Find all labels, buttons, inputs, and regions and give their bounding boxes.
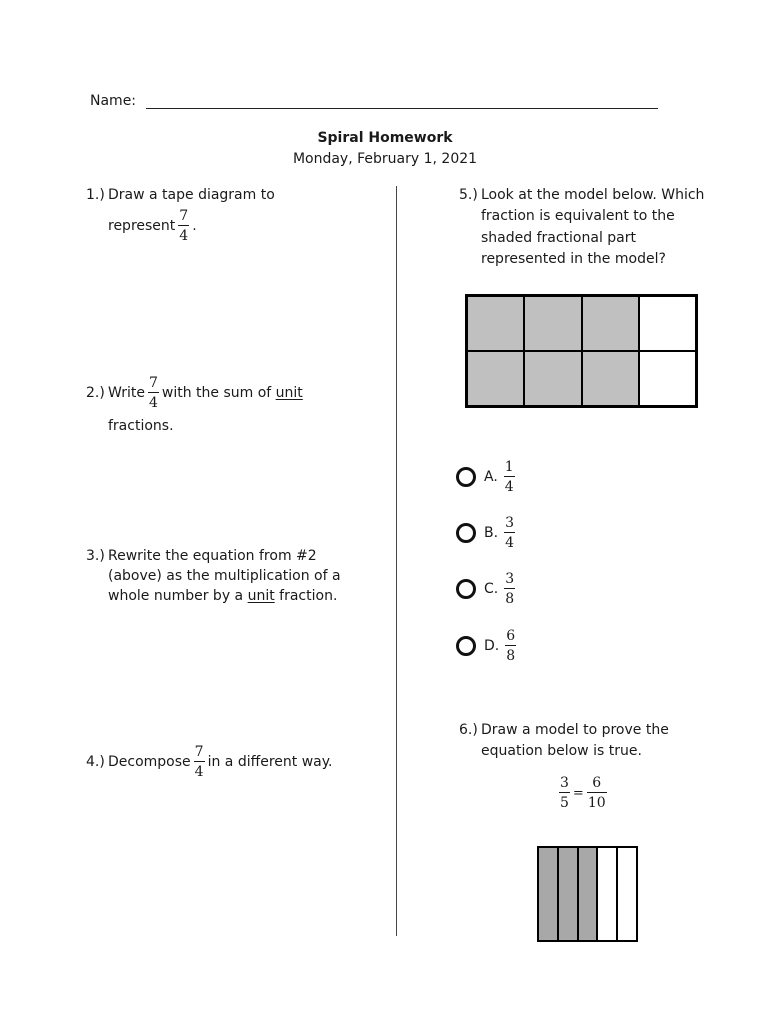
question-text: fractions. <box>108 418 174 434</box>
option-fraction <box>505 629 516 663</box>
option-a[interactable] <box>456 460 518 494</box>
question-text-line3 <box>108 586 337 607</box>
page-date: Monday, February 1, 2021 <box>292 151 478 167</box>
question-1 <box>86 185 386 245</box>
option-letter: A. <box>484 469 498 485</box>
radio-button[interactable] <box>456 523 476 543</box>
shaded-cell <box>524 296 581 351</box>
numerator: 6 <box>592 775 602 791</box>
shaded-cell <box>467 296 524 351</box>
question-5 <box>459 185 749 275</box>
shaded-strip <box>578 847 598 941</box>
question-3 <box>86 546 386 616</box>
shaded-strip <box>558 847 578 941</box>
denominator: 4 <box>194 764 204 780</box>
question-line1 <box>86 376 303 410</box>
underlined-word: unit <box>247 588 275 604</box>
equation <box>556 776 610 810</box>
punctuation: . <box>192 217 197 234</box>
column-divider <box>396 186 397 936</box>
question-text: fraction. <box>279 588 338 604</box>
right-fraction <box>587 776 607 810</box>
name-blank-line[interactable] <box>146 108 658 109</box>
question-text-line2 <box>108 209 197 243</box>
unshaded-strip <box>617 847 637 941</box>
option-fraction <box>504 572 515 606</box>
question-6 <box>459 720 749 765</box>
unshaded-strip <box>597 847 617 941</box>
question-text: in a different way. <box>207 753 333 770</box>
option-letter: D. <box>484 638 500 654</box>
denominator: 5 <box>560 795 569 811</box>
question-line <box>86 745 386 779</box>
equals-sign: = <box>572 785 584 801</box>
question-number: 6.) <box>459 722 478 738</box>
question-number: 5.) <box>459 187 478 203</box>
numerator: 7 <box>179 208 189 224</box>
question-number: 4.) <box>86 753 105 770</box>
question-text: represent <box>108 217 176 234</box>
option-letter: C. <box>484 581 499 597</box>
question-text: with the sum of <box>161 384 272 401</box>
denominator: 8 <box>506 648 516 664</box>
question-text: equation below is true. <box>481 743 642 759</box>
option-c[interactable] <box>456 572 518 606</box>
denominator: 4 <box>148 395 158 411</box>
unshaded-cell <box>639 351 696 406</box>
shaded-cell <box>524 351 581 406</box>
fraction <box>178 209 189 243</box>
denominator: 4 <box>505 535 514 551</box>
page-title: Spiral Homework <box>317 130 453 146</box>
question-text: Write <box>108 384 145 401</box>
question-text: represented in the model? <box>481 251 666 267</box>
fraction <box>194 745 205 779</box>
question-number: 2.) <box>86 384 105 401</box>
name-label: Name: <box>90 93 137 109</box>
numerator: 7 <box>148 375 158 391</box>
radio-button[interactable] <box>456 636 476 656</box>
shaded-cell <box>582 351 639 406</box>
strip-model <box>537 846 638 942</box>
radio-button[interactable] <box>456 579 476 599</box>
underlined-word: unit <box>275 384 303 401</box>
denominator: 4 <box>504 479 514 495</box>
question-text: Draw a model to prove the <box>481 722 669 738</box>
shaded-cell <box>467 351 524 406</box>
denominator: 4 <box>179 228 189 244</box>
numerator: 6 <box>506 628 516 644</box>
denominator: 10 <box>587 795 606 811</box>
denominator: 8 <box>505 591 515 607</box>
question-number: 3.) <box>86 548 105 564</box>
fraction <box>148 376 159 410</box>
question-2 <box>86 376 386 436</box>
unshaded-cell <box>639 296 696 351</box>
question-text: Draw a tape diagram to <box>108 187 275 203</box>
option-d[interactable] <box>456 629 519 663</box>
shaded-cell <box>582 296 639 351</box>
question-text: Rewrite the equation from #2 <box>108 548 317 564</box>
question-text: fraction is equivalent to the <box>481 208 675 224</box>
question-4 <box>86 745 386 790</box>
question-number: 1.) <box>86 187 105 203</box>
question-text: shaded fractional part <box>481 230 636 246</box>
option-fraction <box>504 516 515 550</box>
shaded-strip <box>538 847 558 941</box>
radio-button[interactable] <box>456 467 476 487</box>
question-text: (above) as the multiplication of a <box>108 568 341 584</box>
numerator: 3 <box>505 571 515 587</box>
option-letter: B. <box>484 525 499 541</box>
question-text: Decompose <box>108 753 191 770</box>
numerator: 3 <box>505 515 514 531</box>
numerator: 3 <box>560 775 569 791</box>
question-text: whole number by a <box>108 588 244 604</box>
fraction-model-grid <box>465 294 698 408</box>
numerator: 1 <box>504 459 514 475</box>
question-text: Look at the model below. Which <box>481 187 705 203</box>
option-b[interactable] <box>456 516 518 550</box>
numerator: 7 <box>194 744 204 760</box>
option-fraction <box>504 460 515 494</box>
left-fraction <box>559 776 570 810</box>
